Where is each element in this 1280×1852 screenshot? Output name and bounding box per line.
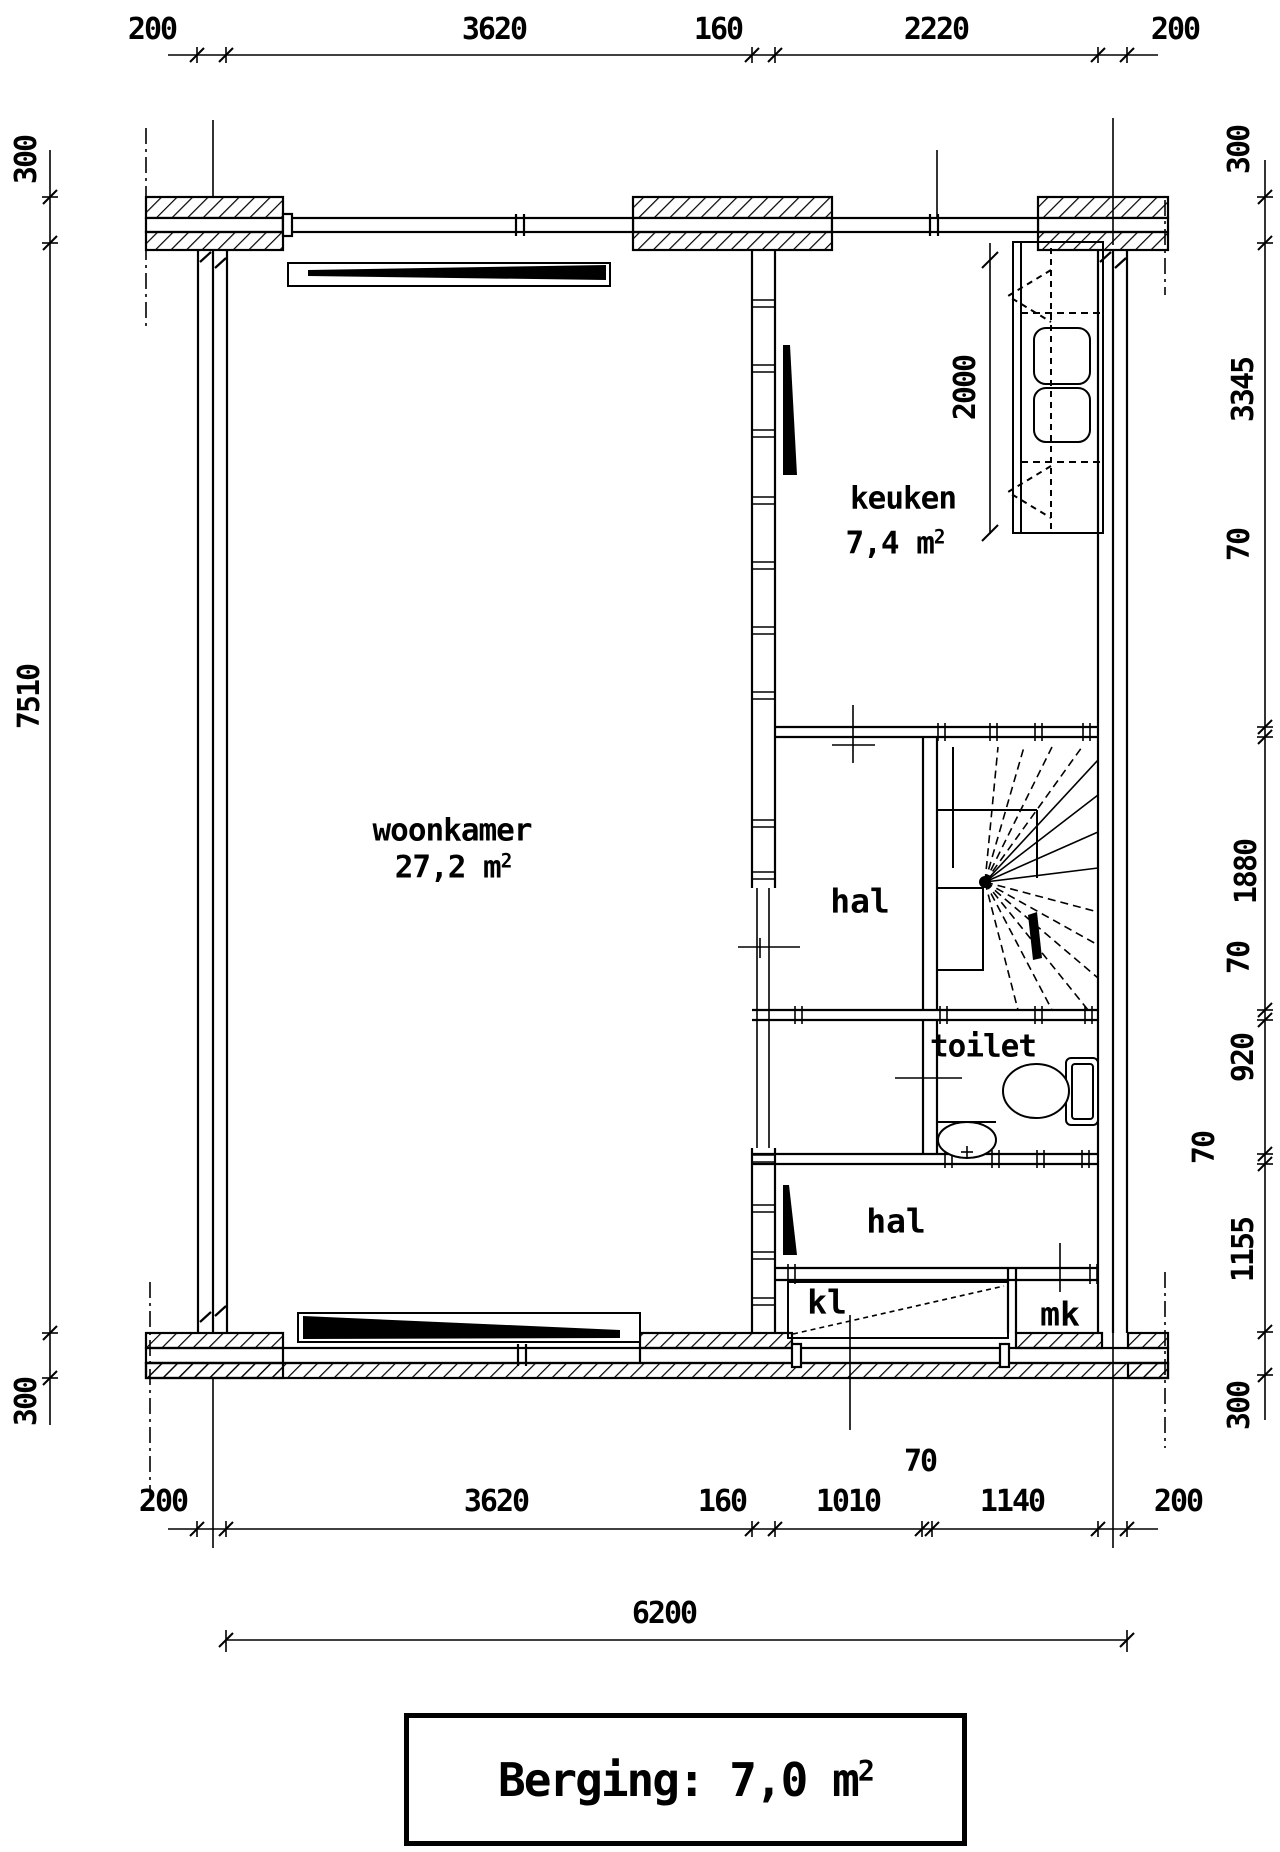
berging-label: Berging: 7,0 $m^2$ <box>498 1752 873 1807</box>
room-label-hal-lower: hal <box>866 1201 926 1241</box>
dim-right-70-b: 70 <box>1222 941 1257 975</box>
window-woonkamer-top <box>283 214 633 236</box>
toilet-fixture-basin <box>938 1122 996 1158</box>
staircase <box>923 737 1098 1010</box>
dim-top-2220: 2220 <box>903 12 969 47</box>
dim-bottom-200-left: 200 <box>138 1484 188 1519</box>
dim-right-920: 920 <box>1226 1033 1261 1083</box>
kitchen-counter <box>1008 242 1103 533</box>
door-leaf-hal <box>783 1185 797 1255</box>
room-label-mk: mk <box>1040 1294 1080 1334</box>
dim-bottom-1010: 1010 <box>815 1484 881 1519</box>
dim-overall-6200: 6200 <box>631 1596 697 1631</box>
dim-right-70-a: 70 <box>1222 528 1257 562</box>
dim-right-1155: 1155 <box>1226 1217 1261 1283</box>
dim-counter-2000: 2000 <box>948 355 983 421</box>
left-party-wall <box>198 250 227 1333</box>
dim-left-300-top: 300 <box>9 135 44 185</box>
room-label-woonkamer: woonkamer <box>372 812 532 849</box>
room-label-kl: kl <box>807 1282 847 1322</box>
dim-top-200-right: 200 <box>1150 12 1200 47</box>
dim-bottom-160: 160 <box>697 1484 747 1519</box>
room-label-hal-upper: hal <box>830 881 890 921</box>
dim-top-200-left: 200 <box>127 12 177 47</box>
dim-right-3345: 3345 <box>1226 357 1261 423</box>
dim-left-7510: 7510 <box>12 664 47 730</box>
dim-left-300-bottom: 300 <box>9 1377 44 1427</box>
dim-bottom-200-right: 200 <box>1153 1484 1203 1519</box>
sink-bowl-1 <box>1034 328 1090 384</box>
dim-top-3620: 3620 <box>461 12 527 47</box>
dim-bottom-3620: 3620 <box>463 1484 529 1519</box>
room-label-toilet: toilet <box>930 1028 1036 1065</box>
dim-bottom-1140: 1140 <box>979 1484 1045 1519</box>
dim-right-1880: 1880 <box>1229 839 1264 905</box>
berging-title-box <box>404 1713 967 1846</box>
room-area-keuken: 7,4 $m^2$ <box>845 525 945 562</box>
sink-bowl-2 <box>1034 388 1090 442</box>
room-label-keuken: keuken <box>850 480 956 517</box>
dim-right-300-top: 300 <box>1222 125 1257 175</box>
dim-right-300-bottom: 300 <box>1222 1381 1257 1431</box>
room-area-woonkamer: 27,2 $m^2$ <box>394 849 512 886</box>
dim-top-160: 160 <box>693 12 743 47</box>
window-keuken-top <box>832 214 1038 236</box>
radiator-woonkamer-bottom <box>298 1313 640 1342</box>
dim-right-70-c: 70 <box>1187 1131 1222 1165</box>
toilet-fixture-wc <box>1003 1058 1098 1125</box>
radiator-woonkamer-top <box>288 263 610 286</box>
dim-bottom-70: 70 <box>903 1444 937 1479</box>
inner-wall <box>752 250 775 1333</box>
door-leaf-keuken <box>783 345 797 475</box>
